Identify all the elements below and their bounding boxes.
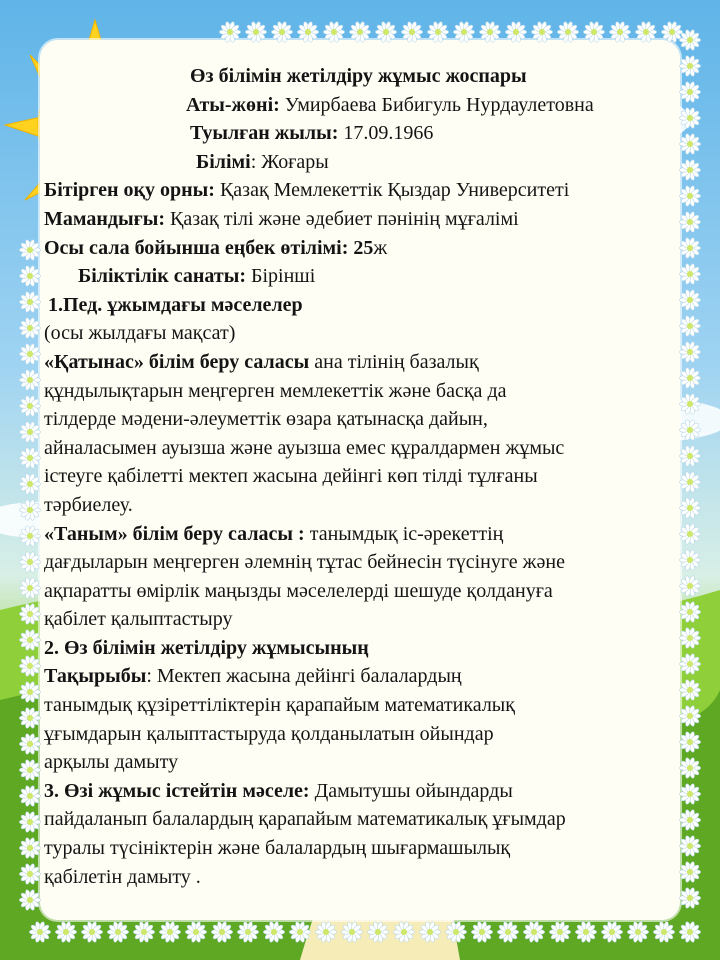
birth-label: Туылған жылы:	[190, 122, 339, 145]
birth-line	[44, 119, 676, 148]
education-value: : Жоғары	[250, 150, 329, 173]
tanym-line-3: ақпаратты өмірлік маңызды мәселелерді шешуде қолдануға	[44, 579, 553, 602]
specialty-label: Мамандығы:	[44, 207, 165, 230]
document-title: Өз білімін жетілдіру жұмыс жоспары	[190, 65, 527, 87]
experience-line	[44, 234, 676, 263]
experience-value: ж	[373, 236, 388, 259]
katynas-label: «Қатынас» білім беру саласы	[44, 350, 310, 373]
institution-value: Қазақ Мемлекеттік Қыздар Университеті	[219, 179, 570, 202]
institution-line	[44, 176, 676, 205]
experience-label: Осы сала бойынша еңбек өтілімі: 25	[44, 236, 374, 259]
education-label: Білімі	[196, 150, 251, 173]
section1-title: 1.Пед. ұжымдағы мәселелер	[48, 293, 303, 316]
specialty-value: Қазақ тілі және әдебиет пәнінің мұғалімі	[169, 207, 519, 230]
section3-label: 3. Өзі жұмыс істейтін мәселе:	[44, 779, 310, 802]
section2-title: 2. Өз білімін жетілдіру жұмысының	[44, 636, 369, 659]
section1-note: (осы жылдағы мақсат)	[44, 322, 236, 345]
topic-line-1: Тақырыбы: Мектеп жасына дейінгі балалардың	[44, 665, 462, 688]
name-line	[44, 91, 676, 120]
topic-line-3: ұғымдарын қалыптастыруда қолданылатын ойындар	[44, 722, 494, 745]
section3-line-2: пайдаланып балалардың қарапайым математикалық ұғымдар	[44, 808, 566, 831]
katynas-line-2: құндылықтарын меңгерген мемлекеттік және басқа да	[44, 379, 507, 402]
tanym-line-4: қабілет қалыптастыру	[44, 608, 233, 631]
tanym-label: «Таным» білім беру саласы :	[44, 522, 305, 545]
tanym-line-1: «Таным» білім беру саласы : танымдық іс-әрекеттің	[44, 522, 504, 545]
institution-label: Бітірген оқу орны:	[44, 179, 215, 202]
section3-line-3: туралы түсініктерін және балалардың шығармашылық	[44, 837, 511, 860]
katynas-line-5: істеуге қабілетті мектеп жасына дейінгі көп тілді тұлғаны	[44, 465, 538, 488]
katynas-line-4: айналасымен ауызша және ауызша емес құралдармен жұмыс	[44, 436, 565, 459]
specialty-line	[44, 205, 676, 234]
name-label: Аты-жөні:	[186, 93, 280, 116]
katynas-line-3: тілдерде мәдени-әлеуметтік өзара қатынасқа дайын,	[44, 408, 488, 431]
document-body	[44, 62, 676, 891]
section3-line-4: қабілетін дамыту .	[44, 865, 201, 888]
katynas-line-1: «Қатынас» білім беру саласы ана тілінің базалық	[44, 350, 479, 373]
birth-value: 17.09.1966	[343, 122, 434, 145]
katynas-line-6: тәрбиелеу.	[44, 493, 133, 516]
topic-label: Тақырыбы	[44, 665, 147, 688]
topic-line-4: арқылы дамыту	[44, 751, 179, 774]
tanym-line-2: дағдыларын меңгерген әлемнің тұтас бейнесін түсінуге және	[44, 551, 565, 574]
name-value: Умирбаева Бибигуль Нурдаулетовна	[284, 93, 594, 116]
category-value: Бірінші	[251, 265, 316, 288]
topic-line-2: танымдық құзіреттіліктерін қарапайым математикалық	[44, 694, 515, 717]
category-line	[44, 262, 676, 291]
education-line	[44, 148, 676, 177]
section3-line-1: 3. Өзі жұмыс істейтін мәселе: Дамытушы ойындарды	[44, 779, 513, 802]
category-label: Біліктілік санаты:	[78, 265, 246, 288]
